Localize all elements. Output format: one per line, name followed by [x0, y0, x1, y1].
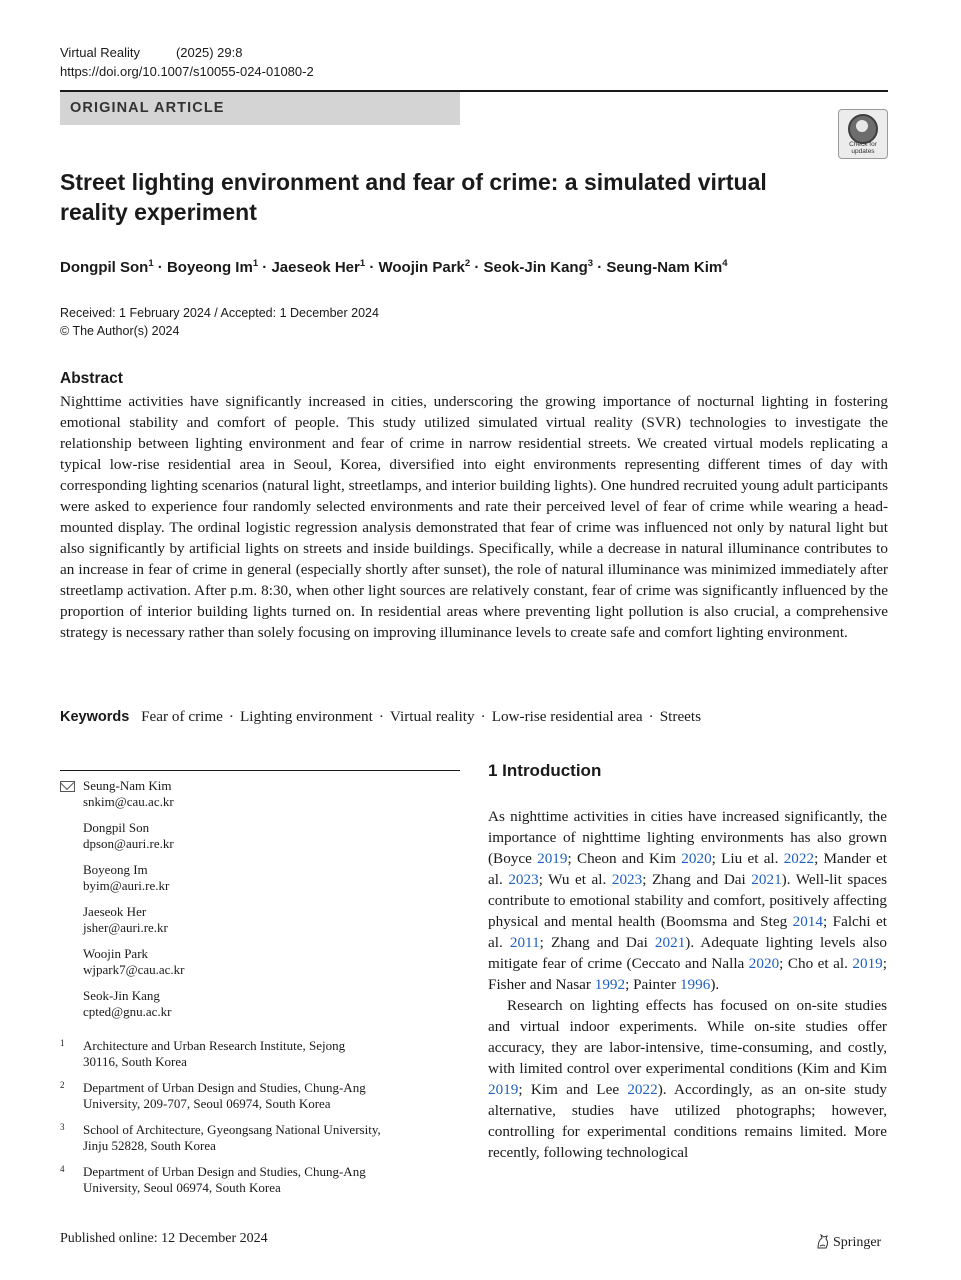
citation-link[interactable]: 2021	[751, 871, 782, 888]
journal-header	[60, 43, 314, 81]
contact-name: Dongpil Son	[83, 820, 150, 835]
author-separator: ·	[365, 259, 379, 276]
author-name[interactable]: Seung-Nam Kim	[606, 259, 723, 276]
citation-link[interactable]: 2019	[488, 1081, 519, 1098]
keyword-separator: ·	[480, 708, 486, 725]
contact-email[interactable]: snkim@cau.ac.kr	[83, 794, 174, 809]
article-type-banner	[60, 92, 460, 125]
contact-entry	[83, 946, 184, 978]
contact-entry	[83, 862, 169, 894]
affiliation-line: Jinju 52828, South Korea	[83, 1138, 216, 1153]
intro-text: ; Cheon and Kim	[567, 850, 682, 867]
intro-text: Research on lighting effects has focused on on-site studies and virtual indoor experiments. While on-site studies offer accuracy, they are labor-intensive, time-consuming, and costly, with limited control over experimental conditions (Kim and Kim	[488, 997, 887, 1077]
journal-volume: (2025) 29:8	[175, 45, 243, 60]
affiliation-line: 30116, South Korea	[83, 1054, 187, 1069]
publisher-logo	[816, 1234, 881, 1251]
abstract-text: Nighttime activities have significantly increased in cities, underscoring the growing importance of nocturnal lighting in fostering emotional stability and comfort of people. This study utilized simulated virtual reality (SVR) technologies to investigate the relationship between lighting environment and fear of crime in narrow residential streets. We created virtual models replicating a typical low-rise residential area in Seoul, Korea, diversified into eight environments representing different times of day with corresponding lighting scenarios (natural light, streetlamps, and interior building lights). One hundred recruited young adult participants were asked to experience four randomly selected environments and rate their perceived level of fear of crime while wearing a head-mounted display. The ordinal logistic regression analysis demonstrated that fear of crime was influenced not only by natural light but also significantly by artificial lights on streets and inside buildings. Specifically, while a decrease in natural illuminance contributes to an increase in fear of crime in general (especially shortly after sunset), the role of natural illuminance was minimized immediately after streetlamp activation. After p.m. 8:30, when other light sources are relatively constant, fear of crime was significantly influenced by the proportion of interior building lights turned on. In residential areas where preventing light pollution is also crucial, a comprehensive strategy is necessary rather than solely focusing on improving illuminance levels to create safe and comfort lighting environment.	[60, 393, 888, 641]
author-name[interactable]: Dongpil Son	[60, 259, 149, 276]
keyword-separator: ·	[228, 708, 234, 725]
affiliation-entry	[83, 1080, 423, 1112]
keyword-separator: ·	[378, 708, 384, 725]
citation-link[interactable]: 2022	[627, 1081, 658, 1098]
keyword: Low-rise residential area	[491, 708, 643, 725]
affiliation-line: Department of Urban Design and Studies, Chung-Ang	[83, 1164, 366, 1179]
author-affiliation-mark: 1	[359, 258, 366, 269]
author-affiliation-mark: 1	[148, 258, 154, 269]
author-list	[60, 253, 900, 279]
affiliation-entry	[83, 1038, 423, 1070]
intro-text: ; Zhang and Dai	[642, 871, 752, 888]
intro-text: ). Adequate lighting levels also mitigate fear of crime (Ceccato and Nalla	[488, 934, 887, 972]
affiliation-line: Department of Urban Design and Studies, Chung-Ang	[83, 1080, 366, 1095]
author-name[interactable]: Jaeseok Her	[271, 259, 360, 276]
contact-email[interactable]: wjpark7@cau.ac.kr	[83, 962, 185, 977]
citation-link[interactable]: 2023	[611, 871, 643, 888]
author-affiliation-mark: 1	[252, 258, 259, 269]
citation-link[interactable]: 2011	[509, 934, 540, 951]
author-separator: ·	[258, 259, 272, 276]
intro-text: ; Wu et al.	[538, 871, 612, 888]
envelope-icon	[60, 781, 75, 792]
check-updates-label: Check for updates	[849, 141, 877, 155]
affiliation-number: 3	[60, 1122, 65, 1132]
citation-link[interactable]: 2020	[681, 850, 712, 867]
article-type: ORIGINAL ARTICLE	[70, 100, 225, 116]
citation-link[interactable]: 1992	[594, 976, 626, 993]
contact-name: Seung-Nam Kim	[83, 778, 172, 793]
footnote-rule	[60, 770, 460, 771]
doi-link[interactable]: https://doi.org/10.1007/s10055-024-01080-2	[60, 64, 314, 79]
contact-email[interactable]: dpson@auri.re.kr	[83, 836, 174, 851]
affiliation-line: University, Seoul 06974, South Korea	[83, 1180, 281, 1195]
keyword: Fear of crime	[141, 708, 223, 725]
intro-paragraph-2	[488, 995, 887, 1163]
affiliation-entry	[83, 1122, 423, 1154]
check-for-updates-button[interactable]	[838, 109, 888, 159]
springer-horse-icon	[816, 1234, 829, 1249]
journal-name: Virtual Reality	[60, 45, 140, 60]
contact-entry	[83, 988, 172, 1020]
author-affiliation-mark: 4	[722, 258, 728, 269]
article-title: Street lighting environment and fear of crime: a simulated virtual reality experiment	[60, 169, 767, 225]
citation-link[interactable]: 2019	[852, 955, 883, 972]
citation-link[interactable]: 2022	[783, 850, 815, 867]
intro-text: ).	[710, 976, 720, 993]
keyword: Lighting environment	[239, 708, 373, 725]
intro-text: ; Falchi et al.	[488, 913, 887, 951]
contact-entry	[83, 778, 174, 810]
intro-text: As nighttime activities in cities have increased significantly, the importance of nighttime lighting environments has also grown (Boyce	[488, 808, 887, 867]
keywords	[60, 706, 888, 728]
intro-text: ; Zhang and Dai	[539, 934, 655, 951]
affiliation-number: 4	[60, 1164, 65, 1174]
citation-link[interactable]: 2021	[654, 934, 686, 951]
copyright: © The Author(s) 2024	[60, 324, 180, 338]
intro-text: ; Kim and Lee	[518, 1081, 628, 1098]
contact-name: Jaeseok Her	[83, 904, 147, 919]
citation-link[interactable]: 2020	[748, 955, 780, 972]
author-separator: ·	[470, 259, 484, 276]
citation-link[interactable]: 2023	[508, 871, 539, 888]
keyword-separator: ·	[648, 708, 654, 725]
author-affiliation-mark: 3	[587, 258, 594, 269]
citation-link[interactable]: 2019	[537, 850, 568, 867]
contact-name: Boyeong Im	[83, 862, 148, 877]
author-name[interactable]: Boyeong Im	[166, 259, 253, 276]
keyword: Streets	[659, 708, 702, 725]
citation-link[interactable]: 1996	[679, 976, 711, 993]
published-date: Published online: 12 December 2024	[60, 1231, 268, 1246]
author-separator: ·	[153, 259, 167, 276]
section-heading-introduction: 1 Introduction	[488, 761, 602, 780]
article-dates	[60, 304, 379, 340]
intro-text: ; Mander et al.	[488, 850, 887, 888]
received-accepted: Received: 1 February 2024 / Accepted: 1 December 2024	[60, 306, 379, 320]
keywords-heading: Keywords	[60, 709, 130, 725]
contact-email[interactable]: byim@auri.re.kr	[83, 878, 170, 893]
author-name[interactable]: Woojin Park	[378, 259, 465, 276]
affiliation-number: 2	[60, 1080, 65, 1090]
author-affiliation-mark: 2	[464, 258, 471, 269]
author-name[interactable]: Seok-Jin Kang	[483, 259, 588, 276]
crossmark-icon	[848, 114, 878, 144]
abstract-heading: Abstract	[60, 370, 123, 387]
intro-text: ; Fisher and Nasar	[488, 955, 887, 993]
citation-link[interactable]: 2014	[792, 913, 823, 930]
intro-paragraph-1	[488, 806, 887, 995]
intro-text: ). Well-lit spaces contribute to emotional stability and comfort, positively affecting physical and mental health (Boomsma and Steg	[488, 871, 887, 930]
intro-text: ). Accordingly, as an on-site study alternative, studies have utilized photographs; however, controlling for experimental conditions remains limited. More recently, following technological	[488, 1081, 887, 1161]
publisher-name: Springer	[833, 1235, 882, 1250]
contact-entry	[83, 820, 174, 852]
intro-text: ; Painter	[625, 976, 680, 993]
introduction-text	[488, 806, 887, 1163]
intro-text: ; Liu et al.	[711, 850, 784, 867]
contact-name: Seok-Jin Kang	[83, 988, 160, 1003]
affiliation-number: 1	[60, 1038, 65, 1048]
affiliation-line: Architecture and Urban Research Institute, Sejong	[83, 1038, 346, 1053]
contact-entry	[83, 904, 168, 936]
intro-text: ; Cho et al.	[779, 955, 853, 972]
contact-email[interactable]: cpted@gnu.ac.kr	[83, 1004, 172, 1019]
keyword: Virtual reality	[389, 708, 475, 725]
affiliation-line: University, 209-707, Seoul 06974, South Korea	[83, 1096, 331, 1111]
affiliation-entry	[83, 1164, 423, 1196]
contact-email[interactable]: jsher@auri.re.kr	[83, 920, 168, 935]
author-separator: ·	[593, 259, 607, 276]
contact-name: Woojin Park	[83, 946, 149, 961]
affiliation-line: School of Architecture, Gyeongsang National University,	[83, 1122, 381, 1137]
